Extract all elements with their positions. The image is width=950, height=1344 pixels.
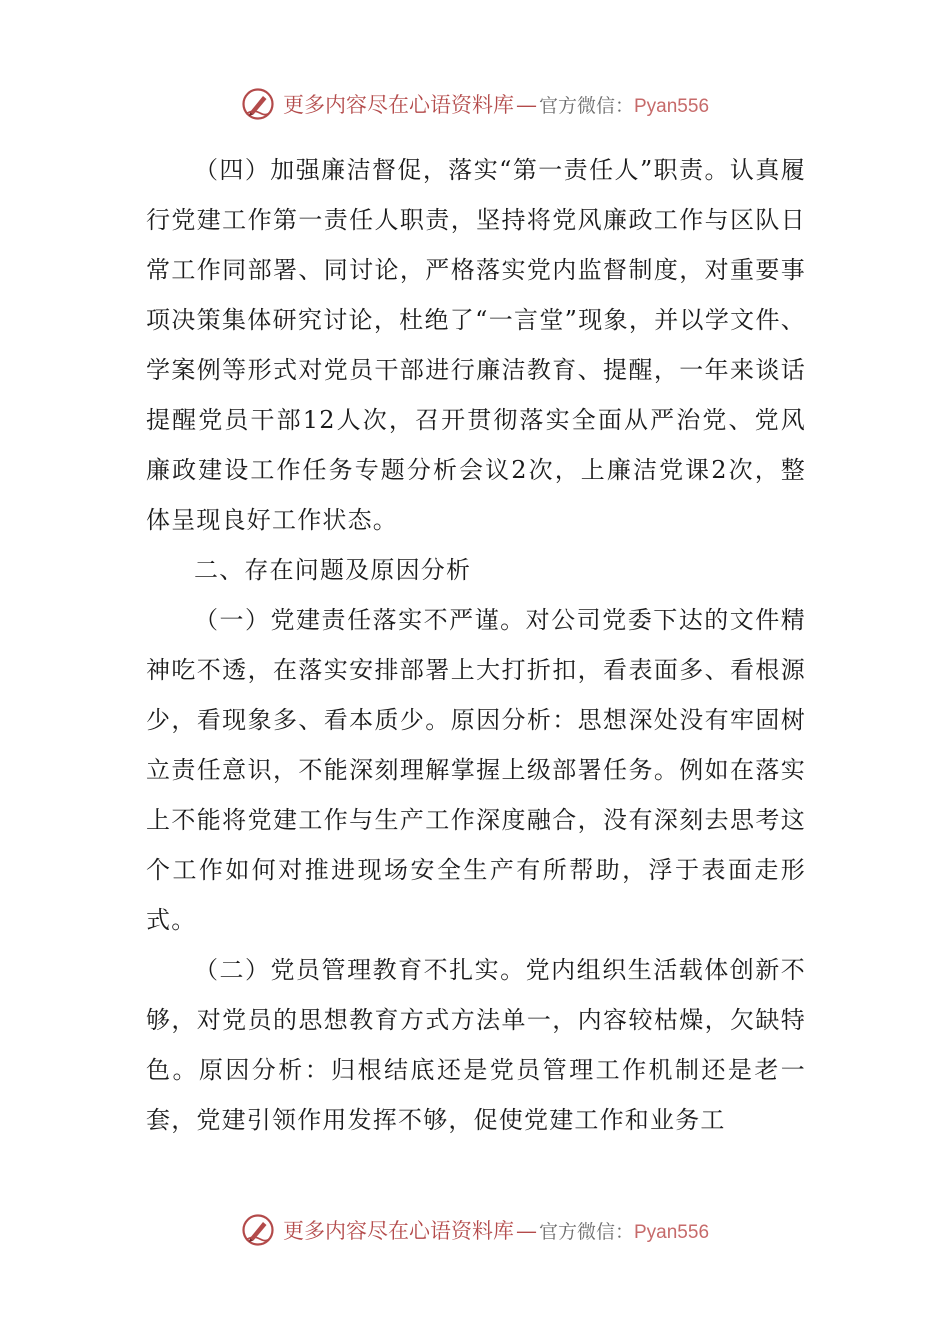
- banner-wechat-label: 官方微信：: [538, 1221, 634, 1243]
- banner-wechat-label: 官方微信：: [538, 95, 634, 117]
- section-heading-problems: 二、存在问题及原因分析: [194, 556, 472, 584]
- footer-banner: [0, 1210, 950, 1250]
- paragraph-problem-2: （二）党员管理教育不扎实。党内组织生活载体创新不够，对党员的思想教育方式方法单一，内容较枯燥，欠缺特色。原因分析：归根结底还是党员管理工作机制还是老一套，党建引领作用发挥不够，促使党建工作和业务工: [146, 956, 806, 1134]
- banner-text: [283, 89, 709, 119]
- banner-wechat-id: Pyan556: [634, 96, 710, 117]
- banner-text: [283, 1215, 709, 1245]
- banner-dash: —: [515, 1219, 537, 1243]
- pen-logo-icon: [241, 87, 275, 121]
- banner-title: 更多内容尽在心语资料库: [282, 1219, 514, 1243]
- document-body: [146, 145, 806, 1145]
- banner-wechat-id: Pyan556: [634, 1222, 710, 1243]
- paragraph-problem-1: （一）党建责任落实不严谨。对公司党委下达的文件精神吃不透，在落实安排部署上大打折扣，看表面多、看根源少，看现象多、看本质少。原因分析：思想深处没有牢固树立责任意识，不能深刻理解掌握上级部署任务。例如在落实上不能将党建工作与生产工作深度融合，没有深刻去思考这个工作如何对推进现场安全生产有所帮助，浮于表面走形式。: [146, 606, 806, 934]
- banner-dash: —: [515, 93, 537, 117]
- header-banner: [0, 84, 950, 124]
- paragraph-section-4: （四）加强廉洁督促，落实“第一责任人”职责。认真履行党建工作第一责任人职责，坚持将党风廉政工作与区队日常工作同部署、同讨论，严格落实党内监督制度，对重要事项决策集体研究讨论，杜绝了“一言堂”现象，并以学文件、学案例等形式对党员干部进行廉洁教育、提醒，一年来谈话提醒党员干部12人次，召开贯彻落实全面从严治党、党风廉政建设工作任务专题分析会议2次，上廉洁党课2次，整体呈现良好工作状态。: [146, 156, 806, 534]
- pen-logo-icon: [241, 1213, 275, 1247]
- banner-title: 更多内容尽在心语资料库: [282, 93, 514, 117]
